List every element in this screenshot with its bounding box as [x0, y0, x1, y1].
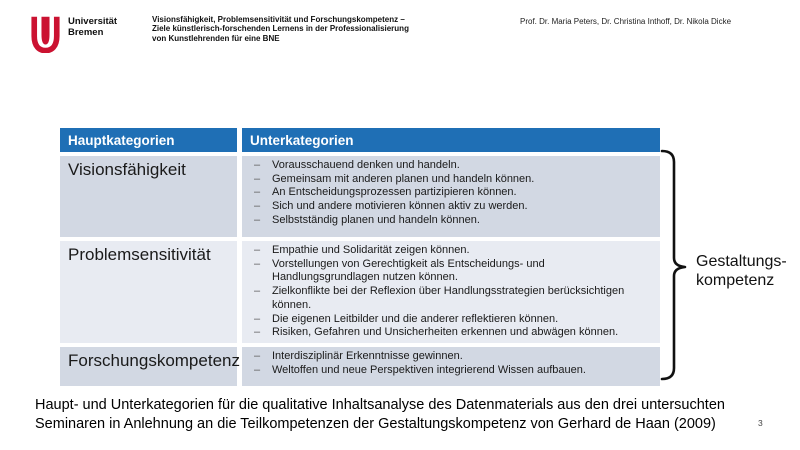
- gestaltungskompetenz-label: [696, 252, 787, 290]
- university-wordmark: [68, 17, 117, 38]
- gestaltungskompetenz-label-line2: kompetenz: [696, 272, 775, 289]
- page-number: 3: [758, 418, 763, 428]
- list-item: – Gemeinsam mit anderen planen und handeln können.: [242, 173, 652, 187]
- dash-bullet: –: [253, 285, 261, 298]
- authors-line: Prof. Dr. Maria Peters, Dr. Christina Inthoff, Dr. Nikola Dicke: [520, 17, 732, 26]
- list-item: – Vorstellungen von Gerechtigkeit als Entscheidungs- und Handlungsgrundlagen nutzen können.: [242, 258, 652, 285]
- slide-title-line1: Visionsfähigkeit, Problemsensitivität und Forschungskompetenz –: [152, 15, 405, 24]
- subcategories-visionsfaehigkeit: [242, 156, 660, 237]
- table-row: [60, 156, 660, 237]
- list-item: – Zielkonflikte bei der Reflexion über Handlungsstrategien berücksichtigen können.: [242, 285, 652, 312]
- list-item: – Risiken, Gefahren und Unsicherheiten erkennen und abwägen können.: [242, 326, 652, 340]
- subcategories-forschungskompetenz: [242, 347, 660, 386]
- dash-bullet: –: [253, 312, 261, 325]
- dash-bullet: –: [253, 363, 261, 376]
- slide-title: [152, 15, 409, 43]
- dash-bullet: –: [253, 172, 261, 185]
- university-name-line1: Universität: [68, 16, 118, 27]
- list-item: – Vorausschauend denken und handeln.: [242, 159, 652, 173]
- university-bremen-logo-icon: [29, 16, 62, 53]
- slide-title-line2: Ziele künstlerisch-forschenden Lernens in der Professionalisierung: [152, 24, 409, 34]
- dash-bullet: –: [253, 186, 261, 199]
- column-header-unterkategorien: Unterkategorien: [242, 128, 660, 152]
- table-header-row: [60, 128, 660, 152]
- table-row: [60, 347, 660, 386]
- categories-table: [60, 128, 660, 386]
- category-visionsfaehigkeit: Visionsfähigkeit: [60, 156, 237, 237]
- dash-bullet: –: [253, 200, 261, 213]
- column-header-hauptkategorien: Hauptkategorien: [60, 128, 237, 152]
- caption-line1: Haupt- und Unterkategorien für die qualitative Inhaltsanalyse des Datenmaterials aus den drei untersuchten: [35, 397, 725, 413]
- list-item: – Sich und andere motivieren können aktiv zu werden.: [242, 200, 652, 214]
- category-forschungskompetenz: Forschungskompetenz: [60, 347, 237, 386]
- dash-bullet: –: [253, 326, 261, 339]
- dash-bullet: –: [253, 257, 261, 270]
- dash-bullet: –: [253, 244, 261, 256]
- slide-caption: [35, 396, 725, 433]
- table-row: [60, 241, 660, 343]
- gestaltungskompetenz-label-line1: Gestaltungs-: [696, 253, 787, 270]
- university-name-line2: Bremen: [68, 26, 104, 38]
- list-item: – Selbstständig planen und handeln können.: [242, 214, 652, 228]
- list-item: – Empathie und Solidarität zeigen können.: [242, 244, 652, 258]
- list-item: – Die eigenen Leitbilder und die anderer reflektieren können.: [242, 313, 652, 327]
- slide-title-line3: von Kunstlehrenden für eine BNE: [152, 33, 280, 43]
- caption-line2: Seminaren in Anlehnung an die Teilkompetenzen der Gestaltungskompetenz von Gerhard de Haan (2009): [35, 415, 716, 432]
- right-brace-icon: [658, 148, 692, 382]
- list-item: – Weltoffen und neue Perspektiven integrierend Wissen aufbauen.: [242, 364, 652, 378]
- list-item: – An Entscheidungsprozessen partizipieren können.: [242, 186, 652, 200]
- subcategories-problemsensitivitaet: [242, 241, 660, 343]
- list-item: – Interdisziplinär Erkenntnisse gewinnen.: [242, 350, 652, 364]
- dash-bullet: –: [253, 349, 261, 362]
- dash-bullet: –: [253, 213, 261, 226]
- dash-bullet: –: [253, 159, 261, 171]
- category-problemsensitivitaet: Problemsensitivität: [60, 241, 237, 343]
